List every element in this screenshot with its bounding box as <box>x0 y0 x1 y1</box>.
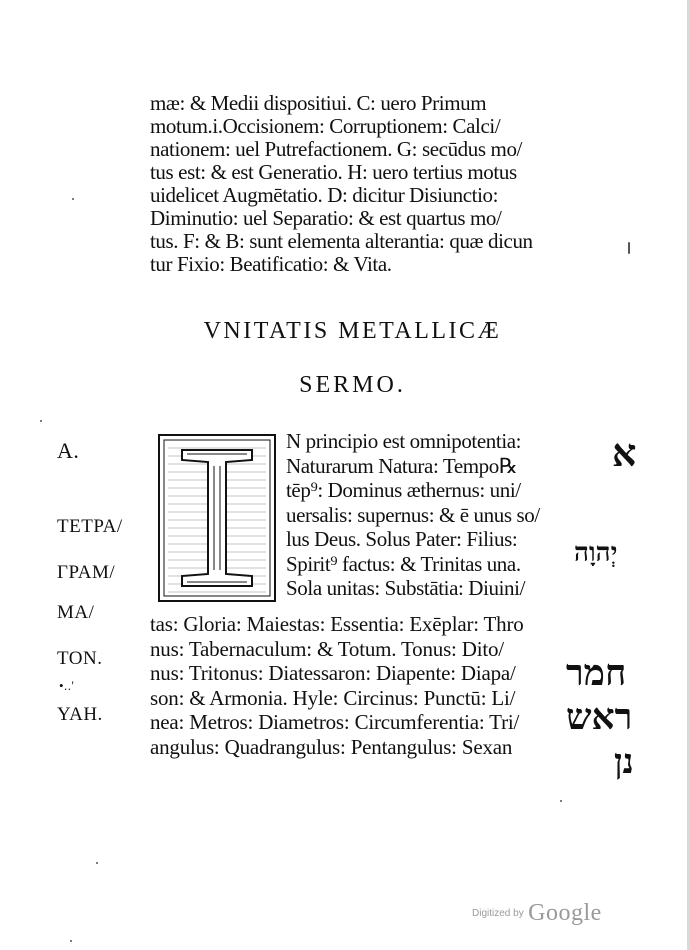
margin-yah: YAH. <box>57 704 103 725</box>
section-subtitle: SERMO. <box>299 372 406 398</box>
paragraph-top <box>150 92 555 276</box>
hebrew-aleph: א <box>612 430 637 475</box>
text-line: lus Deus. Solus Pater: Filius: <box>286 527 518 551</box>
hebrew-hamar: חמר <box>566 652 627 694</box>
hebrew-nun: נן <box>614 742 634 782</box>
text-line: uersalis: supernus: & ē unus so/ <box>286 502 540 527</box>
scan-speck <box>40 420 42 422</box>
margin-dots: •..' <box>59 678 75 693</box>
text-line: motum.i.Occisionem: Corruptionem: Calci/ <box>150 115 501 138</box>
paragraph-continued <box>150 612 556 759</box>
scan-speck <box>560 800 562 802</box>
margin-gram: ΓPAM/ <box>57 562 116 583</box>
text-line: son: & Armonia. Hyle: Circinus: Punctū: Li/ <box>150 685 516 710</box>
text-line: Sola unitas: Substātia: Diuini/ <box>286 576 526 600</box>
margin-tetra: TETPA/ <box>57 516 123 537</box>
margin-ton: TON. <box>57 648 103 669</box>
text-line: tus est: & est Generatio. H: uero tertius motus <box>150 161 517 184</box>
scan-speck <box>96 862 98 864</box>
text-line: nea: Metros: Diametros: Circumferentia: Tri/ <box>150 710 520 734</box>
text-line: nus: Tabernaculum: & Totum. Tonus: Dito/ <box>150 636 504 661</box>
text-line: mæ: & Medii dispositiui. C: uero Primum <box>150 92 487 115</box>
text-line: Diminutio: uel Separatio: & est quartus mo/ <box>150 207 502 230</box>
text-line: uidelicet Augmētatio. D: dicitur Disiunctio: <box>150 184 499 207</box>
scan-speck <box>70 940 72 942</box>
text-line: tur Fixio: Beatificatio: & Vita. <box>150 253 392 276</box>
drop-cap-letter-i <box>160 436 274 600</box>
text-line: Spirit⁹ factus: & Trinitas una. <box>286 551 521 576</box>
text-line: tus. F: & B: sunt elementa alterantia: quæ dicun <box>150 230 533 253</box>
watermark-brand: Google <box>528 900 602 926</box>
section-title: VNITATIS METALLICÆ <box>203 318 502 344</box>
text-line: tēp⁹: Dominus æthernus: uni/ <box>286 478 521 502</box>
text-line: tas: Gloria: Maiestas: Essentia: Exēplar: Thro <box>150 612 524 636</box>
digitized-watermark <box>472 900 602 927</box>
text-line: angulus: Quadrangulus: Pentangulus: Sexan <box>150 734 513 759</box>
margin-ma: MA/ <box>57 602 95 623</box>
drop-cap-initial <box>158 434 276 602</box>
text-line: N principio est omnipotentia: <box>286 429 522 453</box>
scan-speck <box>72 198 74 200</box>
text-line: nus: Tritonus: Diatessaron: Diapente: Diapa/ <box>150 661 516 685</box>
margin-alpha: A. <box>57 438 80 463</box>
watermark-prefix: Digitized by <box>472 908 524 919</box>
scan-speck <box>628 242 630 254</box>
paragraph-dropcap <box>286 429 556 601</box>
text-line: Naturarum Natura: Tempo℞ <box>286 453 518 478</box>
hebrew-rosh: ראש <box>566 696 633 738</box>
text-line: nationem: uel Putrefactionem. G: secūdus mo/ <box>150 138 522 161</box>
hebrew-yhwh: יְהוָה <box>574 538 618 568</box>
